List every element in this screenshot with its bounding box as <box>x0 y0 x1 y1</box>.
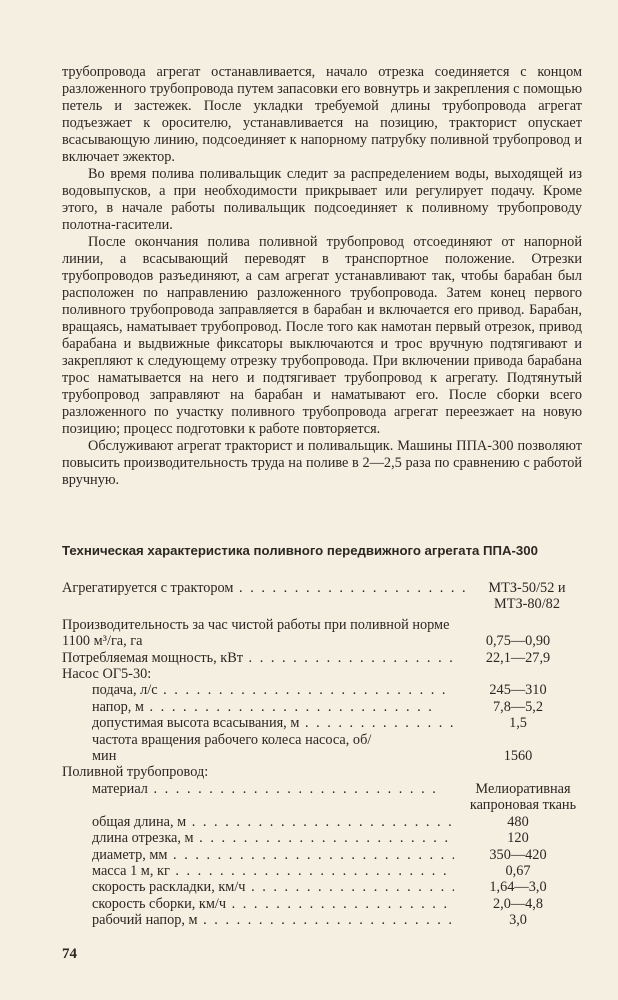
spec-row-tractor <box>62 580 582 613</box>
spec-label: Потребляемая мощность, кВт . . . <box>62 650 454 666</box>
spec-label: допустимая высота всасывания, м . . . <box>92 715 454 731</box>
spec-label: скорость раскладки, км/ч . . . <box>92 879 454 895</box>
spec-value: 2,0—4,8 <box>492 895 544 912</box>
spec-label: Агрегатируется с трактором . . . <box>62 580 472 596</box>
spec-value: 0,67 <box>505 862 531 879</box>
spec-value: 22,1—27,9 <box>485 649 551 666</box>
spec-row-productivity <box>62 617 582 650</box>
spec-table <box>62 580 582 929</box>
paragraph-2: Во время полива поливальщик следит за распределением воды, выходящей из водовыпусков, а при необходимости прикрывает или регулирует подачу. Кроме этого, в начале работы поливальщик подсоединяет к поливному трубопроводу полотна-гасители. <box>62 166 582 233</box>
page-number: 74 <box>62 946 77 962</box>
spec-value: Мелиоративная капроновая ткань <box>469 780 577 814</box>
spec-label: общая длина, м . . . <box>92 814 454 830</box>
spec-label: Насос ОГ5-30: <box>62 666 152 683</box>
paragraph-3: После окончания полива поливной трубопровод отсоединяют от напорной линии, а всасывающий переводят в транспортное положение. Отрезки трубопроводов разъединяют, а сам агрегат устанавливают так, чтобы барабан был расположен по направлению разложенного трубопровода. Затем конец первого поливного трубопровода заправляется в барабан и включается его привод. Барабан, вращаясь, наматывает трубопровод. После того как намотан первый отрезок, привод барабана и выдвижные фиксаторы выключаются и трос вручную подтягивают и закрепляют к следующему отрезку трубопровода. При включении привода барабана трос наматывается на него и подтягивает трубопровод к агрегату. Подтянутый трубопровод заправляют на барабан и наматывают его. После сборки всего разложенного по участку поливного трубопровода агрегат переезжает на новую позицию; процесс подготовки к работе повторяется. <box>62 234 582 437</box>
spec-label: масса 1 м, кг . . . <box>92 863 454 879</box>
spec-value: 245—310 <box>489 682 547 699</box>
spec-row-head <box>62 699 582 715</box>
spec-value: 0,75—0,90 <box>485 633 551 650</box>
paragraph-1: трубопровода агрегат останавливается, начало отрезка соединяется с концом разложенного трубопровода путем запасовки его вовнутрь и закрепления с помощью петель и застежек. После укладки требуемой длины трубопровода агрегат подъезжает к оросителю, устанавливается на позицию, тракторист опускает всасывающую линию, подсоединяет к напорному патрубку поливной трубопровод и включает эжектор. <box>62 64 582 165</box>
spec-title: Техническая характеристика поливного передвижного агрегата ППА-300 <box>62 543 538 558</box>
spec-row-rpm <box>62 732 582 765</box>
spec-label: Поливной трубопровод: <box>62 764 209 781</box>
spec-row-supply <box>62 682 582 698</box>
spec-row-mass <box>62 863 582 879</box>
spec-row-work-head <box>62 912 582 928</box>
spec-label: подача, л/с . . . <box>92 682 454 698</box>
spec-label: длина отрезка, м . . . <box>92 830 454 846</box>
paragraph-4: Обслуживают агрегат тракторист и поливальщик. Машины ППА-300 позволяют повысить производительность труда на поливе в 2—2,5 раза по сравнению с работой вручную. <box>62 438 582 488</box>
spec-label: рабочий напор, м . . . <box>92 912 454 928</box>
spec-value: 7,8—5,2 <box>492 698 544 715</box>
spec-value: 1,64—3,0 <box>489 879 547 896</box>
spec-row-pipeline <box>62 764 582 780</box>
spec-row-power <box>62 650 582 666</box>
spec-value: 1,5 <box>509 715 527 732</box>
spec-value: 350—420 <box>489 846 547 863</box>
spec-label: диаметр, мм . . . <box>92 847 454 863</box>
body-text <box>62 64 582 489</box>
spec-row-collect-speed <box>62 896 582 912</box>
spec-row-pump <box>62 666 582 682</box>
spec-label: материал . . . <box>92 781 464 797</box>
spec-value: 120 <box>507 830 529 847</box>
spec-row-material <box>62 781 582 814</box>
spec-row-diameter <box>62 847 582 863</box>
spec-label: частота вращения рабочего колеса насоса, об/мин <box>92 731 372 765</box>
spec-label: скорость сборки, км/ч . . . <box>92 896 454 912</box>
spec-label: Производительность за час чистой работы при поливной норме 1100 м³/га, га <box>62 616 450 650</box>
spec-row-suction <box>62 715 582 731</box>
spec-value: МТЗ-50/52 и МТЗ-80/82 <box>488 580 566 613</box>
spec-label: напор, м . . . <box>92 699 454 715</box>
spec-row-segment-length <box>62 830 582 846</box>
spec-value: 1560 <box>503 748 533 765</box>
spec-row-lay-speed <box>62 879 582 895</box>
spec-value: 3,0 <box>509 912 527 929</box>
spec-value: 480 <box>507 813 529 830</box>
spec-row-total-length <box>62 814 582 830</box>
